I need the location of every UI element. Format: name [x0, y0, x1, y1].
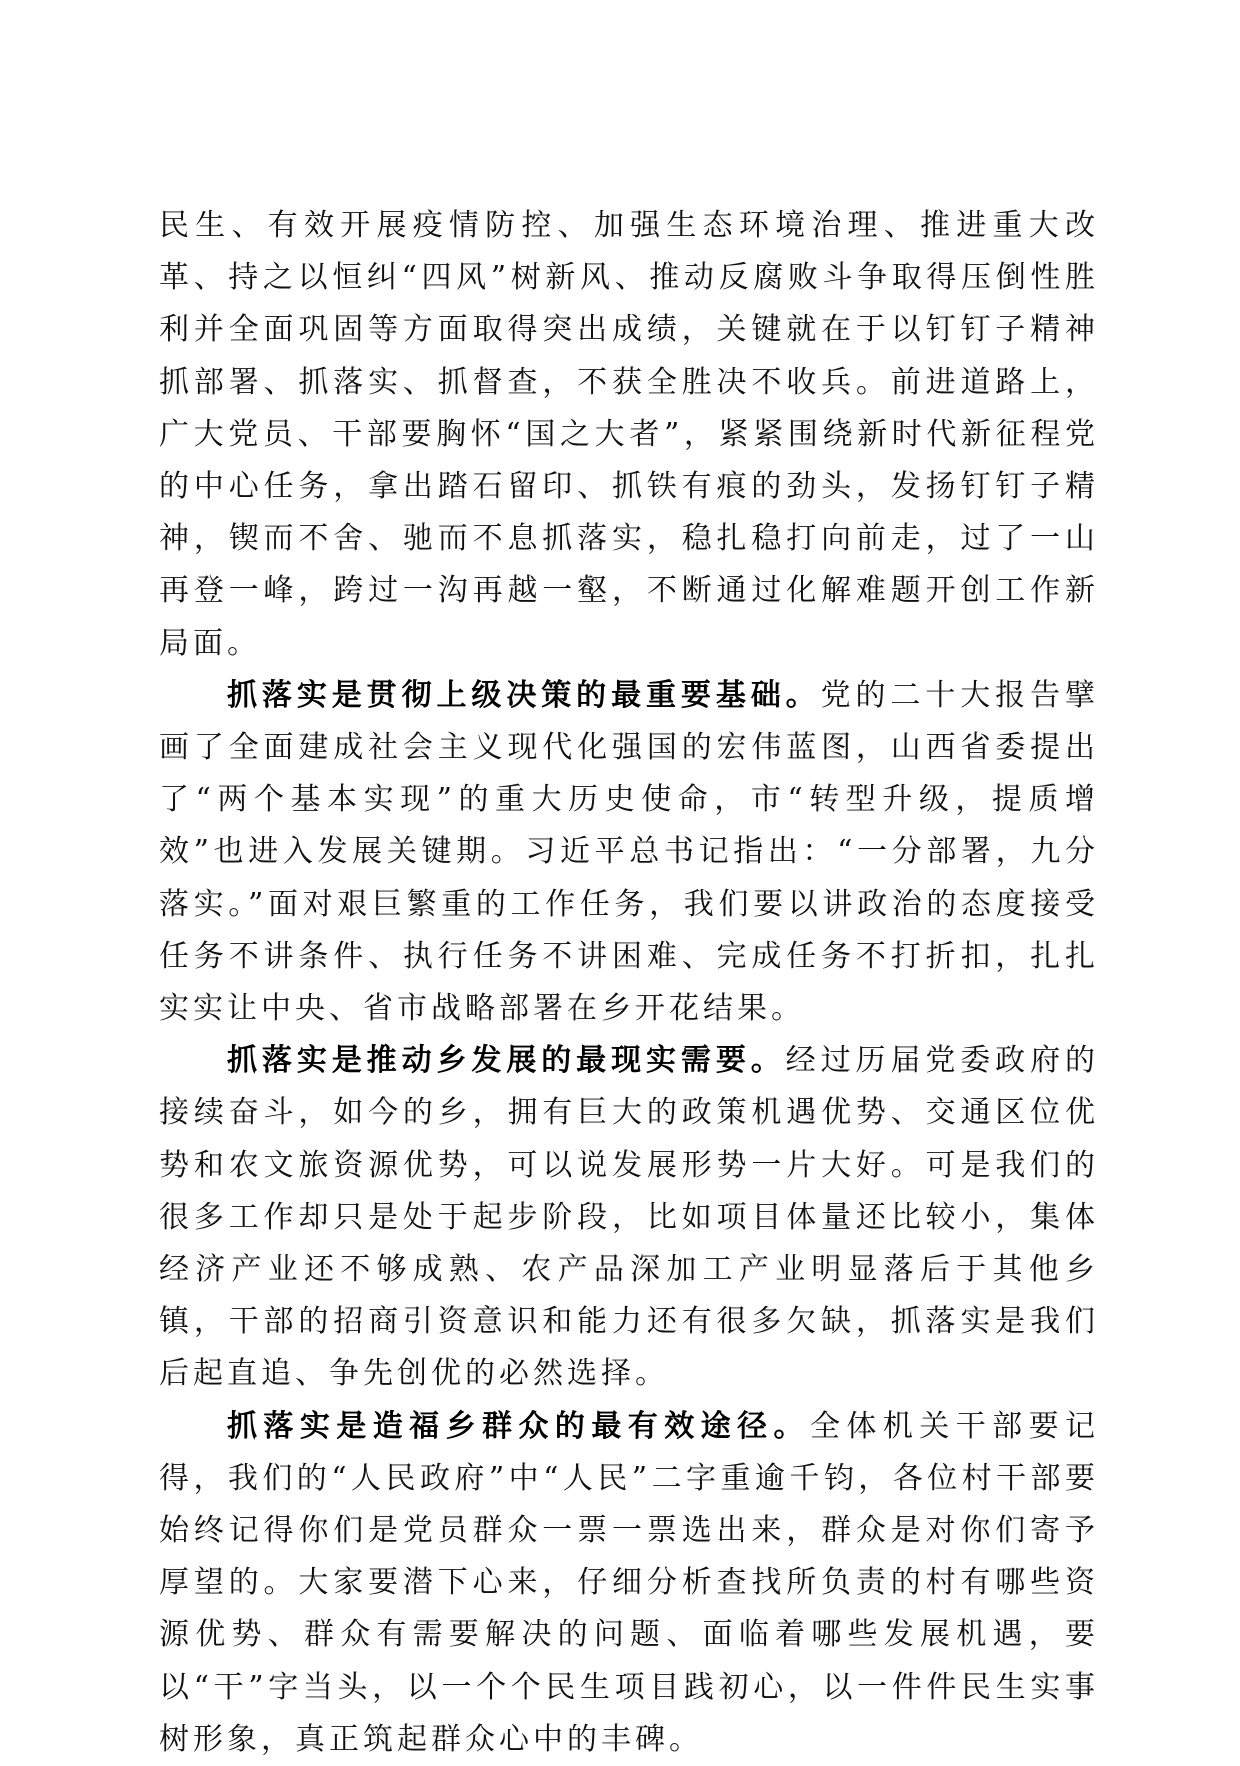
paragraph-text: 经过历届党委政府的接续奋斗，如今的乡，拥有巨大的政策机遇优势、交通区位优势和农文旅资源优势，可以说发展形势一片大好。可是我们的很多工作却只是处于起步阶段，比如项目体量还比较小，集体经济产业还不够成熟、农产品深加工产业明显落后于其他乡镇，干部的招商引资意识和能力还有很多欠缺，抓落实是我们后起直追、争先创优的必然选择。 [159, 1043, 1100, 1392]
paragraph-continuation [159, 200, 1099, 670]
paragraph-text: 党的二十大报告擘画了全面建成社会主义现代化强国的宏伟蓝图，山西省委提出了“两个基本实现”的重大历史使命，市“转型升级，提质增效”也进入发展关键期。习近平总书记指出：“一分部署，九分落实。”面对艰巨繁重的工作任务，我们要以讲政治的态度接受任务不讲条件、执行任务不讲困难、完成任务不打折扣，扎扎实实让中央、省市战略部署在乡开花结果。 [159, 677, 1100, 1027]
paragraph-text: 民生、有效开展疫情防控、加强生态环境治理、推进重大改革、持之以恒纠“四风”树新风、推动反腐败斗争取得压倒性胜利并全面巩固等方面取得突出成绩，关键就在于以钉钉子精神抓部署、抓落实、抓督查，不获全胜决不收兵。前进道路上，广大党员、干部要胸怀“国之大者”，紧紧围绕新时代新征程党的中心任务，拿出踏石留印、抓铁有痕的劲头，发扬钉钉子精神，锲而不舍、驰而不息抓落实，稳扎稳打向前走，过了一山再登一峰，跨过一沟再越一壑，不断通过化解难题开创工作新局面。 [159, 208, 1099, 661]
paragraph-benefit-people [159, 1401, 1099, 1766]
paragraph-lead-sentence: 抓落实是造福乡群众的最有效途径。 [227, 1408, 810, 1444]
paragraph-text: 全体机关干部要记得，我们的“人民政府”中“人民”二字重逾千钧，各位村干部要始终记得你们是党员群众一票一票选出来，群众是对你们寄予厚望的。大家要潜下心来，仔细分析查找所负责的村有哪些资源优势、群众有需要解决的问题、面临着哪些发展机遇，要以“干”字当头，以一个个民生项目践初心，以一件件民生实事树形象，真正筑起群众心中的丰碑。 [159, 1408, 1100, 1757]
paragraph-implement-decisions [159, 670, 1099, 1035]
paragraph-township-development [159, 1035, 1099, 1400]
paragraph-lead-sentence: 抓落实是推动乡发展的最现实需要。 [227, 1043, 786, 1079]
document-body [159, 200, 1099, 1766]
paragraph-lead-sentence: 抓落实是贯彻上级决策的最重要基础。 [227, 677, 821, 713]
